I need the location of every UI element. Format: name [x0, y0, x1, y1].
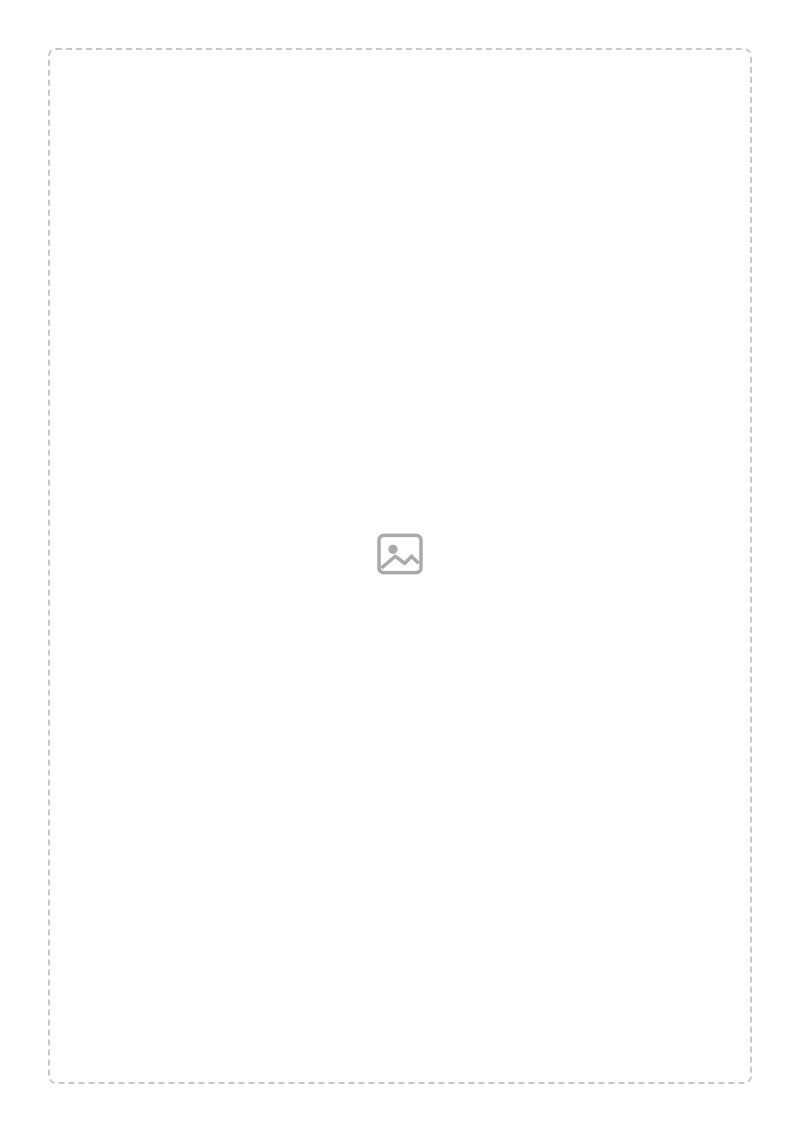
content-frame — [48, 48, 752, 1084]
image-placeholder-icon — [372, 526, 428, 582]
